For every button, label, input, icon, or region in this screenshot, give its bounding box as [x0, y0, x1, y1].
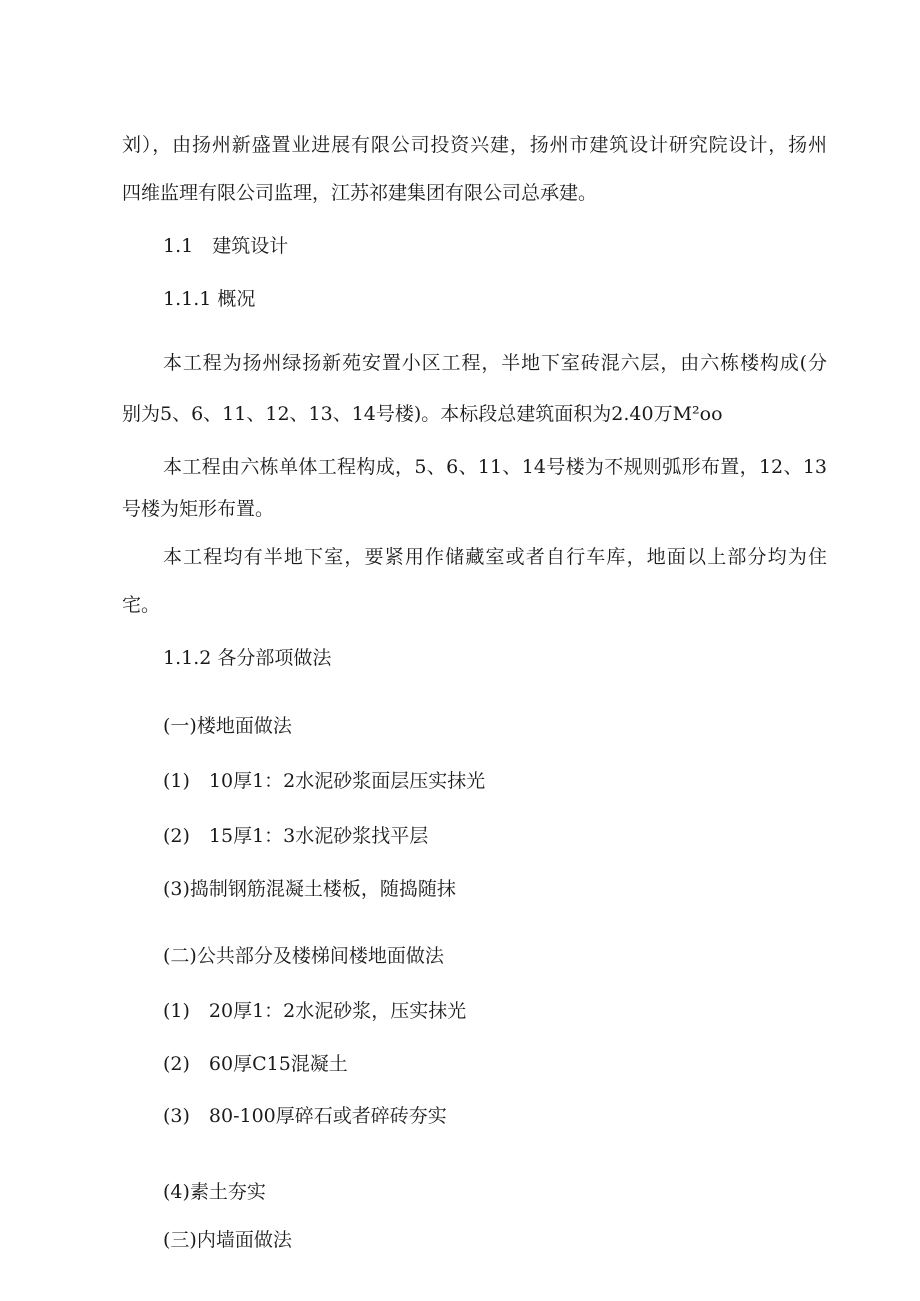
paragraph-1-line-2: 四维监理有限公司监理，江苏祁建集团有限公司总承建。 [122, 182, 598, 204]
list-item: (4)素土夯实 [163, 1181, 266, 1203]
heading-1-1-1: 1.1.1 概况 [163, 288, 256, 310]
heading-1-1: 1.1 建筑设计 [163, 235, 289, 257]
section-3-title: (三)内墙面做法 [163, 1229, 292, 1251]
list-item: (3) 80-100厚碎石或者碎砖夯实 [163, 1105, 447, 1127]
paragraph-4-line-1: 本工程均有半地下室，要紧用作储藏室或者自行车库，地面以上部分均为住 [163, 546, 827, 568]
list-item: (2) 60厚C15混凝土 [163, 1053, 348, 1075]
heading-1-1-2: 1.1.2 各分部项做法 [163, 647, 332, 669]
list-item: (1) 10厚1：2水泥砂浆面层压实抹光 [163, 770, 486, 792]
paragraph-3-line-2: 号楼为矩形布置。 [122, 498, 275, 520]
paragraph-2-line-1: 本工程为扬州绿扬新苑安置小区工程，半地下室砖混六层，由六栋楼构成(分 [163, 352, 827, 374]
list-item: (2) 15厚1：3水泥砂浆找平层 [163, 825, 429, 847]
paragraph-4-line-2: 宅。 [122, 594, 161, 616]
paragraph-2-line-2: 别为5、6、11、12、13、14号楼)。本标段总建筑面积为2.40万M²oo [122, 403, 723, 425]
list-item: (1) 20厚1：2水泥砂浆，压实抹光 [163, 1000, 467, 1022]
paragraph-1-line-1: 刘），由扬州新盛置业进展有限公司投资兴建，扬州市建筑设计研究院设计，扬州 [122, 134, 827, 156]
section-2-title: (二)公共部分及楼梯间楼地面做法 [163, 945, 444, 967]
list-item: (3)捣制钢筋混凝土楼板，随捣随抹 [163, 878, 456, 900]
section-1-title: (一)楼地面做法 [163, 715, 292, 737]
paragraph-3-line-1: 本工程由六栋单体工程构成，5、6、11、14号楼为不规则弧形布置，12、13 [163, 456, 827, 478]
